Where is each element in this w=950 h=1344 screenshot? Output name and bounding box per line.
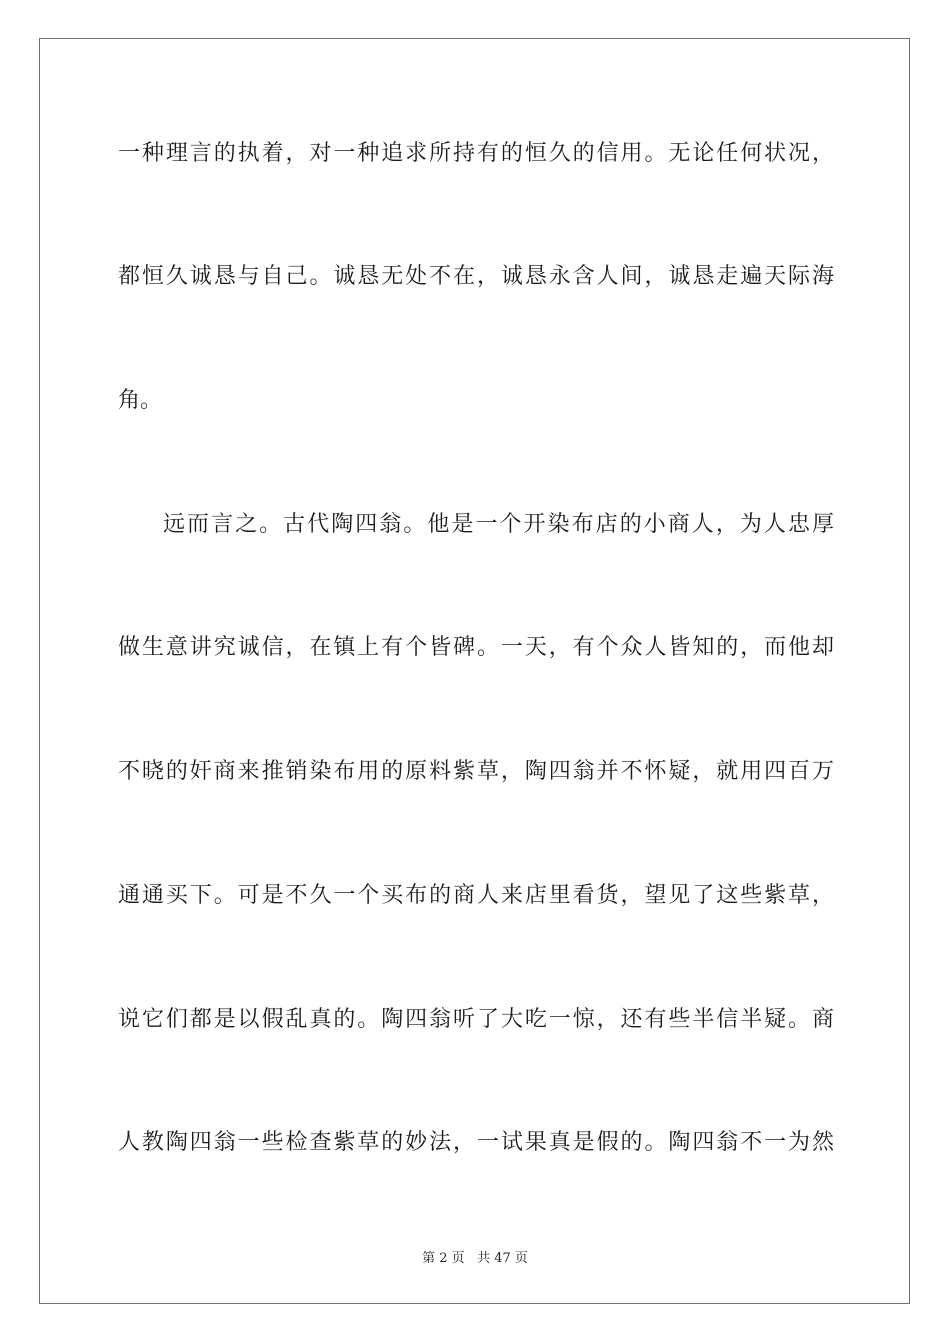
- text-line-9: 人教陶四翁一些检查紫草的妙法，一试果真是假的。陶四翁不一为然: [118, 1130, 834, 1155]
- text-line-6: 不晓的奸商来推销染布用的原料紫草，陶四翁并不怀疑，就用四百万: [118, 759, 834, 784]
- text-line-1: 一种理言的执着，对一种追求所持有的恒久的信用。无论任何状况，: [118, 141, 834, 166]
- page-number: 第 2 页: [422, 1251, 465, 1266]
- page-footer: [0, 1247, 950, 1266]
- text-line-7: 通通买下。可是不久一个买布的商人来店里看货，望见了这些紫草，: [118, 883, 834, 908]
- text-line-3: 角。: [118, 388, 163, 413]
- page-total: 共 47 页: [477, 1251, 528, 1266]
- text-line-4-paragraph-start: 远而言之。古代陶四翁。他是一个开染布店的小商人，为人忠厚: [163, 512, 834, 537]
- page-border: [39, 38, 910, 1304]
- text-line-5: 做生意讲究诚信，在镇上有个皆碑。一天，有个众人皆知的，而他却: [118, 635, 834, 660]
- text-line-8: 说它们都是以假乱真的。陶四翁听了大吃一惊，还有些半信半疑。商: [118, 1007, 834, 1032]
- text-line-2: 都恒久诚恳与自己。诚恳无处不在，诚恳永含人间，诚恳走遍天际海: [118, 264, 834, 289]
